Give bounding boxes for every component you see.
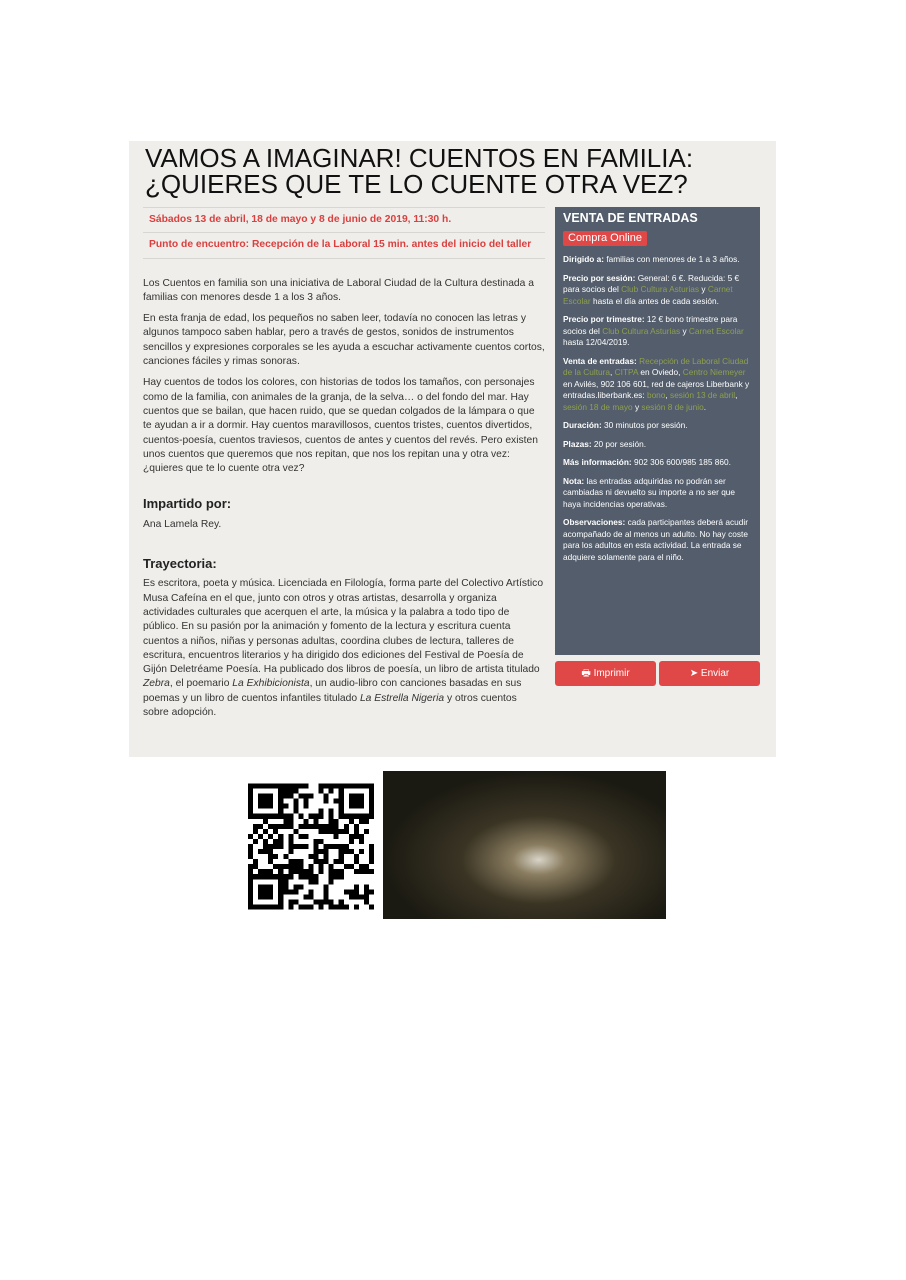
info-text: , <box>665 390 671 400</box>
link[interactable]: sesión 8 de junio <box>641 401 704 412</box>
info-text: las entradas adquiridas no podrán ser cambiadas ni devuelto su importe a no ser que haya incidencias operativas. <box>563 475 736 509</box>
info-text: en Oviedo, <box>638 367 683 377</box>
ticket-info-item <box>563 476 752 511</box>
info-text: 12 € bono trimestre para socios del <box>563 314 738 336</box>
event-description <box>143 207 545 727</box>
trayectoria-text <box>143 577 545 720</box>
body-paragraph: Hay cuentos de todos los colores, con historias de todos los tamaños, con personajes como de la familia, con animales de la granja, de la selva… o del fondo del mar. Hay cuentos que se bailan, que hacen ruido, que se quedan colgados de la lámpara o que te ayudan a ir a dormir. Hay cuentos maravillosos, cuentos tristes, cuentos divertidos, cuentos-poesía, cuentos traviesos, cuentos de antes y cuentos del revés. Pero existen unos cuentos que queremos que nos repitan, que nos los repitan una y otra vez: ¿quieres que te lo cuente otra vez? <box>143 377 538 475</box>
info-text: Dirigido a: <box>563 254 605 264</box>
info-text: Observaciones: <box>563 517 626 527</box>
info-text: hasta el día antes de cada sesión. <box>590 295 719 306</box>
ticket-info-item <box>563 517 752 563</box>
info-text: Más información: <box>563 457 632 467</box>
info-text: cada participantes deberá acudir acompañado de al menos un adulto. No hay coste para los adultos en esta actividad. La entrada se adquiere solamente para el niño. <box>563 517 748 562</box>
trayectoria-segment: Es escritora, poeta y música. Licenciada en Filología, forma parte del Colectivo Artístico Musa Cafeína en el que, junto con otros y otras artistas, desarrolla y organiza actividades culturales que acerquen el arte, la música y la palabra a todo tipo de público. En su pasión por la animación y fomento de la lectura y escritura cuenta cuentos a niños, niñas y personas adultas, coordina clubes de lectura, talleres de escritura, encuentros literarios y ha dirigido dos ediciones del Festival de Poesía de Gijón Deletréame Poesía. Ha publicado dos libros de poesía, un libro de artista titulado <box>143 578 544 676</box>
info-text: hasta 12/04/2019. <box>563 337 630 347</box>
printer-icon: 🖶 <box>581 668 591 679</box>
send-button[interactable] <box>659 661 760 686</box>
info-text: familias con menores de 1 a 3 años. <box>604 254 740 264</box>
info-text: , <box>735 390 738 400</box>
ticket-info-item <box>563 439 752 451</box>
info-text: , <box>610 367 615 377</box>
info-text: Nota: <box>563 475 585 486</box>
qr-code <box>248 783 374 910</box>
send-label: Enviar <box>700 668 730 679</box>
info-text: Precio por trimestre: <box>563 314 645 324</box>
trayectoria-segment: Zebra <box>143 678 170 690</box>
info-text: 902 306 600/985 185 860. <box>631 457 731 467</box>
print-label: Imprimir <box>593 668 630 679</box>
info-text: en Avilés, 902 106 601, red de cajeros Liberbank y entradas.liberbank.es: <box>563 378 750 400</box>
trayectoria-heading: Trayectoria: <box>143 556 217 572</box>
link[interactable]: CITPA <box>614 367 639 377</box>
instructor-name: Ana Lamela Rey. <box>143 518 222 530</box>
link[interactable]: Club Cultura Asturias <box>602 325 681 336</box>
page-title: VAMOS A IMAGINAR! CUENTOS EN FAMILIA: ¿QUIERES QUE TE LO CUENTE OTRA VEZ? <box>145 143 694 199</box>
info-text: 20 por sesión. <box>591 438 647 449</box>
impartido-heading: Impartido por: <box>143 496 232 512</box>
link[interactable]: sesión 18 de mayo <box>563 401 633 412</box>
trayectoria-segment: , un audio-libro con canciones basadas en sus poemas y un libro de cuentos infantiles titulado <box>143 678 522 704</box>
trayectoria-segment: La Estrella Nigeria <box>359 692 445 704</box>
link[interactable]: Recepción de Laboral Ciudad de la Cultura <box>563 355 749 377</box>
info-text: Duración: <box>563 420 602 430</box>
trayectoria-segment: y otros cuentos sobre adopción. <box>143 692 517 719</box>
info-text: y <box>699 284 708 294</box>
trayectoria-segment: , el poemario <box>169 678 233 690</box>
trayectoria-segment: La Exhibicionista <box>232 678 310 690</box>
ticket-info-item <box>563 273 752 308</box>
ticket-info-item <box>563 356 752 414</box>
event-dates: Sábados 13 de abril, 18 de mayo y 8 de junio de 2019, 11:30 h. <box>143 207 545 233</box>
body-paragraph: Los Cuentos en familia son una iniciativa de Laboral Ciudad de la Cultura destinada a familias con menores desde 1 a los 3 años. <box>143 277 534 303</box>
ticket-info-item <box>563 254 752 266</box>
link[interactable]: Centro Niemeyer <box>682 367 746 377</box>
info-text: y <box>680 325 689 336</box>
info-text: . <box>703 401 707 412</box>
ticket-info-item <box>563 457 752 469</box>
print-button[interactable] <box>555 661 656 686</box>
event-photo <box>383 771 666 919</box>
ticket-info-item <box>563 420 752 432</box>
link[interactable]: bono <box>646 390 666 400</box>
sidebar-heading: VENTA DE ENTRADAS <box>563 211 698 225</box>
buy-online-button[interactable]: Compra Online <box>563 231 647 247</box>
info-text: General: 6 €. Reducida: 5 € para socios del <box>563 272 740 294</box>
info-text: Precio por sesión: <box>563 272 636 283</box>
meeting-point: Punto de encuentro: Recepción de la Laboral 15 min. antes del inicio del taller <box>143 233 545 258</box>
link[interactable]: Carnet Escolar <box>688 325 744 336</box>
event-panel <box>129 141 776 757</box>
info-text: 30 minutos por sesión. <box>601 420 688 430</box>
send-icon: ➤ <box>689 668 699 679</box>
link[interactable]: sesión 13 de abril <box>670 390 736 400</box>
link[interactable]: Club Cultura Asturias <box>621 284 700 294</box>
info-text: y <box>632 401 642 412</box>
ticket-sidebar <box>555 207 760 655</box>
info-text: Plazas: <box>563 438 592 449</box>
ticket-info-item <box>563 314 752 349</box>
info-text: Venta de entradas: <box>563 355 637 366</box>
link[interactable]: Carnet Escolar <box>563 284 733 306</box>
body-paragraph: En esta franja de edad, los pequeños no saben leer, todavía no conocen las letras y algunos tampoco saben hablar, pero a través de gestos, sonidos de instrumentos sencillos y expresiones corporales se les ayuda a escuchar activamente cuentos cortos, canciones fáciles y rimas sonoras. <box>143 313 545 368</box>
action-buttons <box>555 661 760 686</box>
ticket-info-list <box>563 254 752 563</box>
